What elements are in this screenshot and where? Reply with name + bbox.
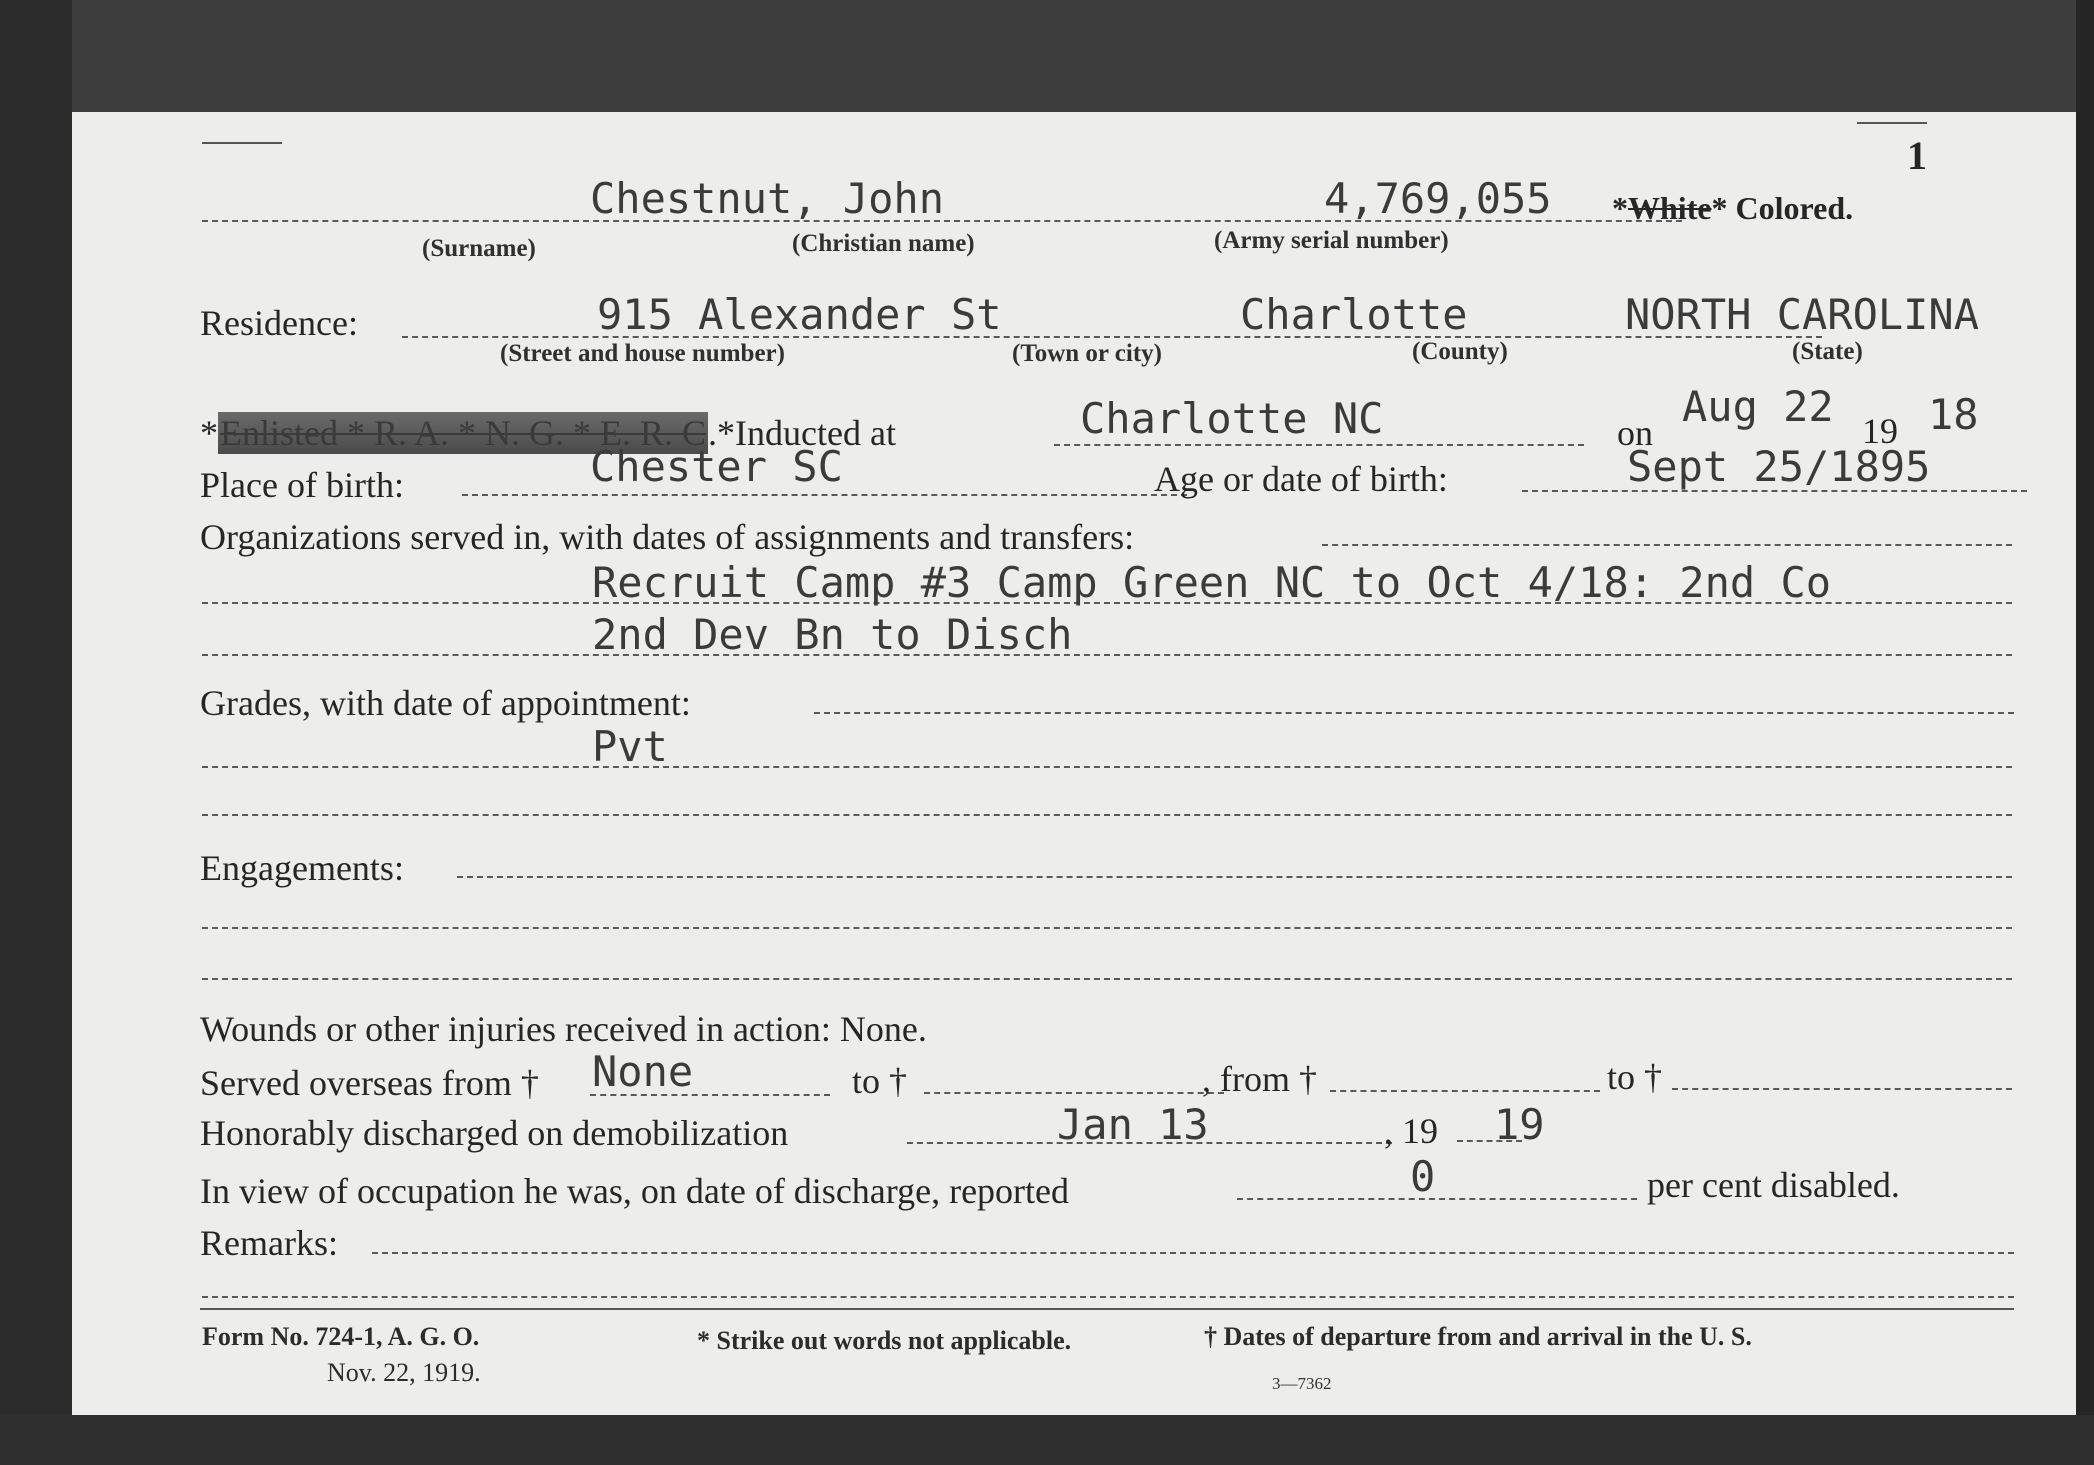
overseas-to-label: to bbox=[852, 1061, 881, 1101]
engagements-line-1 bbox=[457, 876, 2012, 878]
scanner-background-top bbox=[0, 0, 2094, 112]
engagements-line-2 bbox=[202, 927, 2012, 929]
form-date: Nov. 22, 1919. bbox=[327, 1358, 481, 1387]
induction-year-prefix: 19 bbox=[1862, 411, 1898, 451]
card-number: 1 bbox=[1907, 133, 1927, 178]
residence-label: Residence: bbox=[200, 303, 358, 343]
place-of-birth-value: Chester SC bbox=[590, 442, 843, 491]
inducted-place-line bbox=[1054, 444, 1584, 446]
struck-enlistment-text: Enlisted * R. A. * N. G. * E. R. C bbox=[220, 413, 707, 453]
scanner-background-right bbox=[2076, 0, 2094, 1465]
enlistment-options: *Enlisted * R. A. * N. G. * E. R. C.*Inducted at bbox=[200, 413, 896, 453]
overseas-label-row bbox=[200, 1062, 539, 1104]
print-code: 3—7362 bbox=[1272, 1374, 1332, 1393]
serial-caption: (Army serial number) bbox=[1214, 227, 1449, 254]
footer-rule bbox=[200, 1308, 2014, 1310]
induction-date-value: Aug 22 bbox=[1682, 382, 1834, 431]
surname-name-value: Chestnut, John bbox=[590, 174, 945, 223]
county-caption: (County) bbox=[1412, 338, 1508, 365]
engagements-label: Engagements: bbox=[200, 848, 404, 888]
organizations-entry-1: Recruit Camp #3 Camp Green NC to Oct 4/18: 2nd Co bbox=[592, 558, 1832, 607]
overseas-to2-line bbox=[1672, 1088, 2012, 1090]
top-left-rule bbox=[202, 142, 282, 144]
town-value: Charlotte bbox=[1240, 290, 1468, 339]
induction-year-value: 18 bbox=[1928, 390, 1979, 439]
discharge-date-value: Jan 13 bbox=[1057, 1100, 1209, 1149]
discharge-year-prefix: , 19 bbox=[1384, 1111, 1438, 1151]
street-value: 915 Alexander St bbox=[597, 290, 1002, 339]
grades-label-line bbox=[814, 712, 2014, 714]
race-options: *White* Colored. bbox=[1612, 190, 1854, 226]
form-number: Form No. 724-1, A. G. O. bbox=[202, 1322, 480, 1351]
grade-value: Pvt bbox=[592, 722, 668, 771]
wounds-row bbox=[200, 1008, 927, 1050]
organizations-line-2 bbox=[202, 654, 2012, 656]
overseas-from2-row bbox=[1202, 1058, 1317, 1100]
overseas-to2-label: to bbox=[1607, 1057, 1636, 1097]
birth-date-value: Sept 25/1895 bbox=[1627, 442, 1931, 491]
disability-line bbox=[1237, 1198, 1637, 1200]
town-caption: (Town or city) bbox=[1012, 340, 1162, 367]
grades-line-1 bbox=[202, 766, 2012, 768]
scanner-background-left bbox=[0, 0, 72, 1465]
age-label: Age or date of birth: bbox=[1154, 459, 1448, 499]
colored-label: Colored. bbox=[1735, 190, 1854, 226]
engagements-line-3 bbox=[202, 978, 2012, 980]
inducted-place-value: Charlotte NC bbox=[1080, 394, 1384, 443]
overseas-to2-row bbox=[1607, 1056, 1662, 1098]
discharge-label: Honorably discharged on demobilization bbox=[200, 1113, 789, 1153]
wounds-value: None. bbox=[839, 1009, 927, 1049]
overseas-from-value: None bbox=[592, 1047, 694, 1096]
overseas-to-row bbox=[852, 1060, 907, 1102]
overseas-dagger-1: † bbox=[520, 1063, 539, 1103]
street-caption: (Street and house number) bbox=[500, 340, 785, 367]
overseas-label: Served overseas from bbox=[200, 1063, 512, 1103]
white-label: White bbox=[1628, 190, 1712, 226]
surname-caption: (Surname) bbox=[422, 235, 536, 262]
remarks-line-1 bbox=[372, 1252, 2014, 1254]
wounds-label: Wounds or other injuries received in action: bbox=[200, 1009, 831, 1049]
on-label: on bbox=[1617, 413, 1653, 453]
disability-value: 0 bbox=[1410, 1152, 1436, 1201]
christian-name-caption: (Christian name) bbox=[792, 230, 975, 257]
scanner-background-bottom bbox=[0, 1415, 2094, 1465]
place-of-birth-line bbox=[462, 494, 1187, 496]
top-right-rule bbox=[1857, 122, 1927, 124]
disability-suffix: per cent disabled. bbox=[1647, 1165, 1900, 1205]
remarks-label: Remarks: bbox=[200, 1223, 338, 1263]
discharge-year-value: 19 bbox=[1494, 1100, 1545, 1149]
grades-line-2 bbox=[202, 814, 2012, 816]
state-value: NORTH CAROLINA bbox=[1625, 290, 1980, 339]
organizations-entry-2: 2nd Dev Bn to Disch bbox=[592, 610, 1073, 659]
inducted-label: *Inducted at bbox=[717, 413, 896, 453]
place-of-birth-label: Place of birth: bbox=[200, 465, 404, 505]
serial-number-value: 4,769,055 bbox=[1324, 174, 1552, 223]
remarks-line-2 bbox=[202, 1296, 2014, 1298]
overseas-dagger-3: † bbox=[1298, 1059, 1317, 1099]
overseas-to-line bbox=[924, 1092, 1224, 1094]
dates-note: † Dates of departure from and arrival in the U. S. bbox=[1204, 1322, 1752, 1351]
overseas-dagger-2: † bbox=[889, 1061, 908, 1101]
organizations-label: Organizations served in, with dates of assignments and transfers: bbox=[200, 517, 1135, 557]
organizations-label-line bbox=[1322, 544, 2012, 546]
service-record-card bbox=[72, 112, 2076, 1415]
overseas-from2-line bbox=[1330, 1090, 1600, 1092]
overseas-dagger-4: † bbox=[1644, 1057, 1663, 1097]
strike-note: * Strike out words not applicable. bbox=[697, 1326, 1072, 1355]
state-caption: (State) bbox=[1792, 338, 1863, 365]
disability-label: In view of occupation he was, on date of discharge, reported bbox=[200, 1171, 1070, 1211]
grades-label: Grades, with date of appointment: bbox=[200, 683, 691, 723]
overseas-from2-label: , from bbox=[1202, 1059, 1290, 1099]
